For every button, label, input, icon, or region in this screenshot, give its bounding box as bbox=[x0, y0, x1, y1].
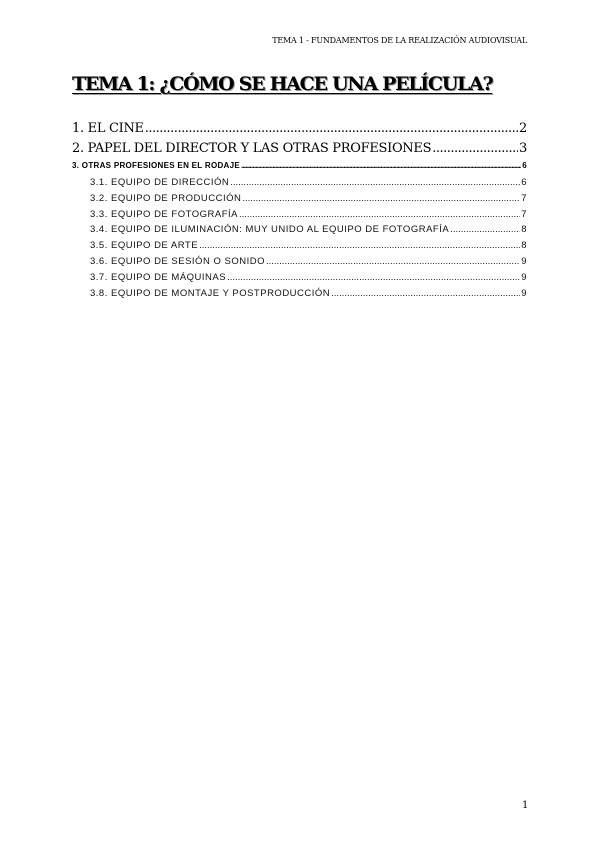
toc-entry-equipo-sonido[interactable] bbox=[72, 256, 527, 272]
toc-entry-page: 7 bbox=[521, 208, 527, 220]
toc-entry-label: 2. PAPEL DEL DIRECTOR Y LAS OTRAS PROFESIONES bbox=[72, 141, 432, 156]
toc-entry-equipo-arte[interactable] bbox=[72, 240, 527, 256]
toc-leader-dots bbox=[145, 121, 518, 136]
toc-entry-page: 2 bbox=[519, 121, 527, 136]
toc-leader-dots bbox=[266, 256, 520, 267]
toc-entry-el-cine[interactable] bbox=[72, 121, 527, 141]
toc-leader-dots bbox=[331, 288, 520, 299]
toc-entry-label: 3.3. EQUIPO DE FOTOGRAFÍA bbox=[90, 208, 238, 220]
toc-leader-dots bbox=[199, 240, 520, 251]
running-header: TEMA 1 - FUNDAMENTOS DE LA REALIZACIÓN AUDIOVISUAL bbox=[272, 36, 527, 45]
toc-entry-page: 3 bbox=[519, 141, 527, 156]
toc-entry-page: 8 bbox=[521, 240, 527, 252]
toc-entry-equipo-montaje[interactable] bbox=[72, 288, 527, 304]
toc-entry-page: 9 bbox=[521, 255, 527, 267]
toc-entry-papel-del-director[interactable] bbox=[72, 141, 527, 161]
toc-entry-label: 3. OTRAS PROFESIONES EN EL RODAJE bbox=[72, 161, 241, 170]
toc-entry-page: 8 bbox=[521, 224, 527, 236]
toc-entry-otras-profesiones[interactable] bbox=[72, 161, 527, 177]
toc-entry-equipo-maquinas[interactable] bbox=[72, 272, 527, 288]
toc-leader-dots bbox=[239, 209, 520, 220]
toc-entry-label: 3.1. EQUIPO DE DIRECCIÓN bbox=[90, 177, 230, 188]
toc-entry-page: 9 bbox=[521, 287, 527, 299]
toc-leader-dots bbox=[227, 272, 520, 283]
toc-entry-label: 3.2. EQUIPO DE PRODUCCIÓN bbox=[90, 192, 242, 204]
toc-entry-label: 1. EL CINE bbox=[72, 121, 144, 136]
toc-entry-equipo-produccion[interactable] bbox=[72, 193, 527, 209]
toc-entry-page: 9 bbox=[521, 271, 527, 283]
toc-entry-page: 7 bbox=[521, 192, 527, 204]
document-title: TEMA 1: ¿CÓMO SE HACE UNA PELÍCULA? bbox=[72, 73, 493, 95]
toc-entry-label: 3.6. EQUIPO DE SESIÓN O SONIDO bbox=[90, 255, 265, 267]
toc-entry-equipo-fotografia[interactable] bbox=[72, 209, 527, 225]
toc-entry-label: 3.7. EQUIPO DE MÁQUINAS bbox=[90, 271, 227, 283]
toc-entry-page: 6 bbox=[521, 177, 527, 188]
toc-entry-label: 3.4. EQUIPO DE ILUMINACIÓN: MUY UNIDO AL EQUIPO DE FOTOGRAFÍA bbox=[90, 224, 450, 236]
toc-leader-dots bbox=[241, 161, 521, 170]
toc-leader-dots bbox=[242, 193, 520, 204]
toc-entry-label: 3.5. EQUIPO DE ARTE bbox=[90, 240, 199, 252]
page-number: 1 bbox=[522, 800, 529, 811]
toc-entry-equipo-iluminacion[interactable] bbox=[72, 224, 527, 240]
toc-leader-dots bbox=[432, 141, 518, 156]
table-of-contents bbox=[72, 121, 527, 303]
toc-entry-page: 6 bbox=[522, 161, 527, 170]
toc-leader-dots bbox=[230, 177, 520, 188]
toc-entry-label: 3.8. EQUIPO DE MONTAJE Y POSTPRODUCCIÓN bbox=[90, 287, 331, 299]
toc-entry-equipo-direccion[interactable] bbox=[72, 177, 527, 193]
toc-leader-dots bbox=[450, 224, 520, 235]
